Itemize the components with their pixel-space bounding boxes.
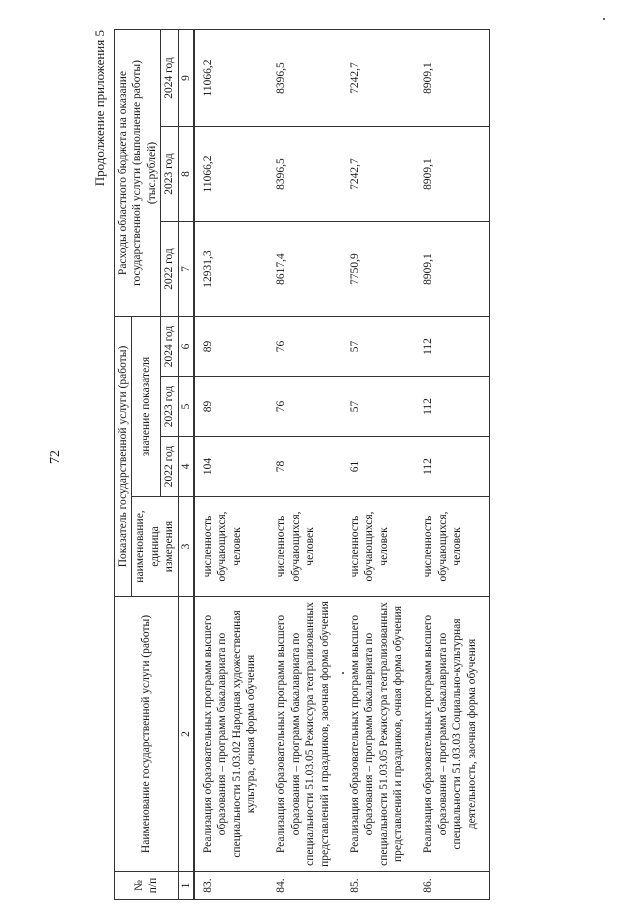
row-value-2022: 112 [415,437,489,497]
table-row [342,30,416,900]
column-number: 1 [178,872,194,900]
column-number: 4 [178,437,194,497]
row-unit: численность обучающихся, человек [342,497,416,597]
row-unit: численность обучающихся, человек [415,497,489,597]
header-year: 2022 год [161,437,178,497]
rotated-table-page [88,20,588,900]
row-value-2023: 76 [268,377,342,437]
header-num: № п/п [115,872,179,900]
page-number: 72 [48,450,63,464]
row-value-2022: 78 [268,437,342,497]
column-number: 6 [178,317,194,377]
table-row [268,30,342,900]
header-name: Наименование государственной услуги (работы) [115,597,179,872]
continuation-label: Продолжение приложения 5 [92,30,107,187]
header-unit: наименование, единица измерения [132,497,178,597]
column-number: 3 [178,497,194,597]
row-value-2022: 104 [194,437,269,497]
row-budget-2023: 8396,5 [268,127,342,222]
row-unit: численность обучающихся, человек [194,497,269,597]
row-budget-2024: 8909,1 [415,30,489,127]
row-value-2024: 89 [194,317,269,377]
table-row [194,30,269,900]
header-year: 2024 год [161,317,178,377]
column-number: 7 [178,222,194,317]
row-value-2022: 61 [342,437,416,497]
header-year: 2023 год [161,377,178,437]
column-number: 8 [178,127,194,222]
row-value-2023: 89 [194,377,269,437]
row-budget-2023: 7242,7 [342,127,416,222]
header-budget-year: 2024 год [161,30,178,127]
row-value-2024: 112 [415,317,489,377]
row-service-name: Реализация образовательных программ высшего образования – программ бакалавриата по специальности 51.03.05 Режиссура театрализованных представлений и праздников, заочная форма обучения [268,597,342,872]
row-budget-2024: 8396,5 [268,30,342,127]
row-budget-2023: 11066,2 [194,127,269,222]
row-num: 85. [342,872,416,900]
row-value-2023: 112 [415,377,489,437]
services-table [114,29,490,900]
row-budget-2024: 7242,7 [342,30,416,127]
scan-speck [603,18,605,20]
row-value-2024: 57 [342,317,416,377]
header-budget-group: Расходы областного бюджета на оказание государственной услуги (выполнение работы) (тыс.рублей) [115,30,161,317]
row-budget-2022: 8617,4 [268,222,342,317]
row-value-2023: 57 [342,377,416,437]
row-budget-2022: 12931,3 [194,222,269,317]
header-value-group: значение показателя [132,317,161,497]
row-budget-2023: 8909,1 [415,127,489,222]
row-num: 83. [194,872,269,900]
row-budget-2024: 11066,2 [194,30,269,127]
row-unit: численность обучающихся, человек [268,497,342,597]
header-budget-year: 2022 год [161,222,178,317]
header-budget-year: 2023 год [161,127,178,222]
row-service-name: Реализация образовательных программ высшего образования – программ бакалавриата по специальности 51.03.02 Народная художественная культура, очная форма обучения [194,597,269,872]
row-num: 84. [268,872,342,900]
row-budget-2022: 8909,1 [415,222,489,317]
row-service-name: Реализация образовательных программ высшего образования – программ бакалавриата по специальности 51.03.05 Режиссура театрализованных представлений и праздников, очная форма обучения [342,597,416,872]
header-indicator-group: Показатель государственной услуги (работы) [115,317,132,597]
row-num: 86. [415,872,489,900]
column-number: 9 [178,30,194,127]
row-budget-2022: 7750,9 [342,222,416,317]
column-number: 5 [178,377,194,437]
column-number: 2 [178,597,194,872]
row-service-name: Реализация образовательных программ высшего образования – программ бакалавриата по специальности 51.03.03 Социально-культурная деятельность, заочная форма обучения [415,597,489,872]
table-row [415,30,489,900]
row-value-2024: 76 [268,317,342,377]
